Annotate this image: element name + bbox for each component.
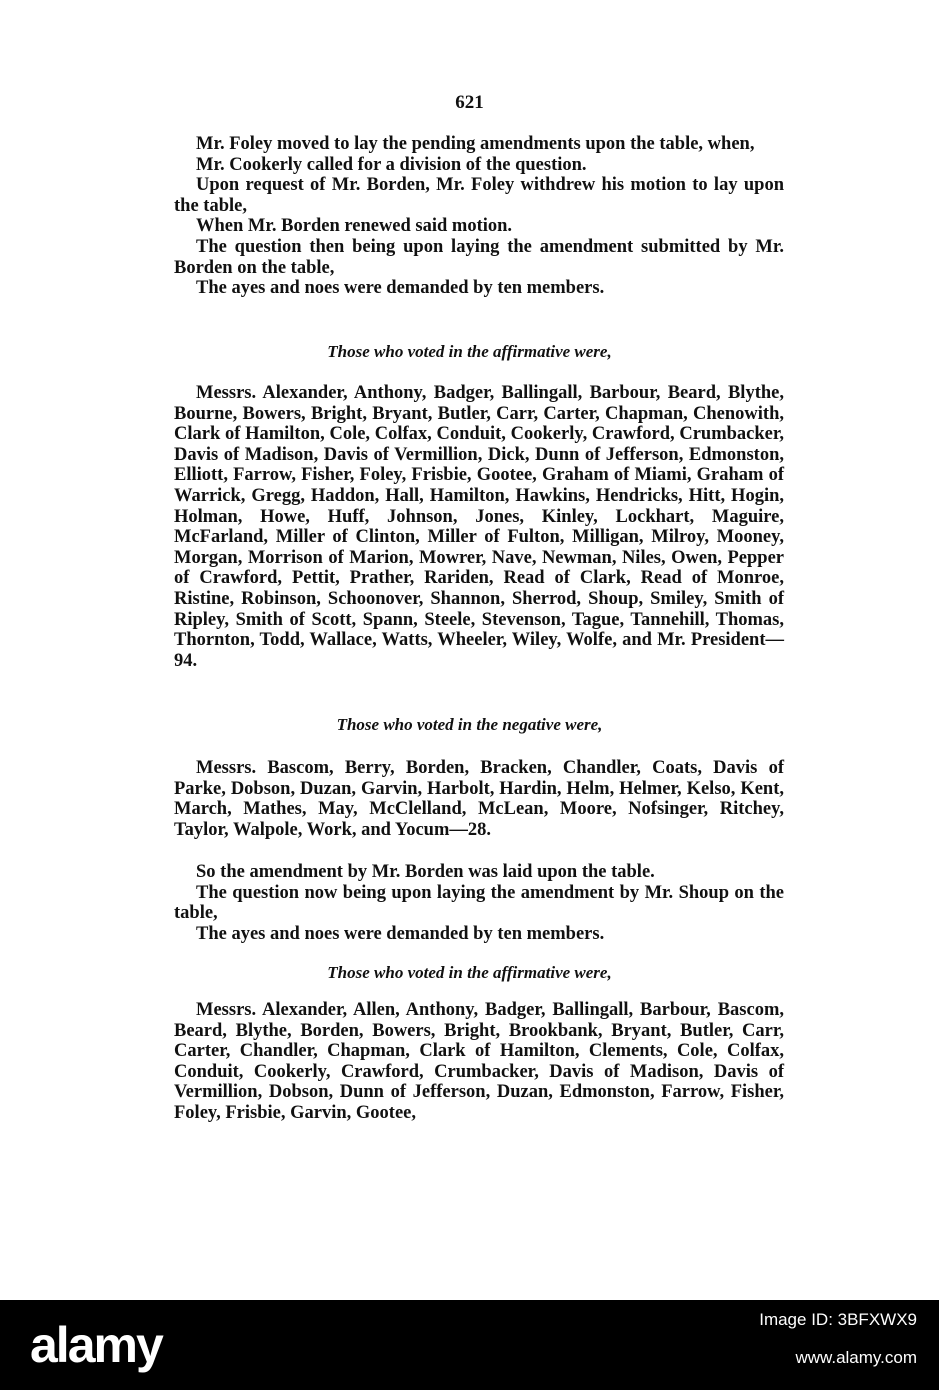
affirmative-heading-2: Those who voted in the affirmative were,	[327, 963, 612, 982]
paragraph: The question then being upon laying the amendment submitted by Mr. Borden on the table,	[174, 236, 784, 278]
alamy-logo: alamy	[30, 1317, 162, 1373]
paragraph: Mr. Cookerly called for a division of the question.	[196, 154, 587, 175]
image-id: Image ID: 3BFXWX9	[759, 1310, 917, 1329]
page-number: 621	[455, 92, 484, 113]
paragraph: When Mr. Borden renewed said motion.	[196, 216, 513, 237]
stock-watermark-bar	[0, 1300, 939, 1390]
voter-list: Messrs. Alexander, Allen, Anthony, Badger, Ballingall, Barbour, Bascom, Beard, Blythe, Borden, Bowers, Bright, Brookbank, Bryant, Butler, Carr, Carter, Chandler, Chapman, Clark of Hamilton, Clements, Cole, Colfax, Conduit, Cookerly, Crawford, Crumbacker, Davis of Madison, Davis of Vermillion, Dobson, Dunn of Jefferson, Duzan, Edmonston, Farrow, Fisher, Foley, Frisbie, Garvin, Gootee,	[174, 1000, 784, 1123]
affirmative-list-1	[174, 383, 784, 671]
opening-paragraphs	[174, 134, 784, 299]
paragraph: The ayes and noes were demanded by ten members.	[196, 278, 605, 299]
negative-heading-1: Those who voted in the negative were,	[336, 715, 603, 734]
paragraph: Upon request of Mr. Borden, Mr. Foley withdrew his motion to lay upon the table,	[174, 175, 784, 216]
voter-list: Messrs. Alexander, Anthony, Badger, Ballingall, Barbour, Beard, Blythe, Bourne, Bowers, Bright, Bryant, Butler, Carr, Carter, Chapman, Chenowith, Clark of Hamilton, Cole, Colfax, Conduit, Cookerly, Crawford, Crumbacker, Davis of Madison, Davis of Vermillion, Dick, Dunn of Jefferson, Edmonston, Elliott, Farrow, Fisher, Foley, Frisbie, Gootee, Graham of Miami, Graham of Warrick, Gregg, Haddon, Hall, Hamilton, Hawkins, Hendricks, Hitt, Hogin, Holman, Howe, Huff, Johnson, Jones, Kinley, Lockhart, Maguire, McFarland, Miller of Clinton, Miller of Fulton, Milligan, Milroy, Mooney, Morgan, Morrison of Marion, Mowrer, Nave, Newman, Niles, Owen, Pepper of Crawford, Pettit, Prather, Rariden, Read of Clark, Read of Monroe, Ristine, Robinson, Schoonover, Shannon, Sherrod, Shoup, Smiley, Smith of Ripley, Smith of Scott, Spann, Steele, Stevenson, Tague, Tannehill, Thomas, Thornton, Todd, Wallace, Watts, Wheeler, Wiley, Wolfe, and Mr. President—94.	[174, 383, 784, 671]
middle-paragraphs	[174, 862, 784, 944]
voter-list: Messrs. Bascom, Berry, Borden, Bracken, Chandler, Coats, Davis of Parke, Dobson, Duzan, Garvin, Harbolt, Hardin, Helm, Helmer, Kelso, Kent, March, Mathes, May, McClelland, McLean, Moore, Nofsinger, Ritchey, Taylor, Walpole, Work, and Yocum—28.	[174, 758, 784, 840]
affirmative-list-2	[174, 1000, 784, 1124]
paragraph: Mr. Foley moved to lay the pending amendments upon the table, when,	[196, 134, 755, 154]
negative-list-1	[174, 758, 784, 840]
paragraph: The question now being upon laying the amendment by Mr. Shoup on the table,	[174, 882, 784, 924]
affirmative-heading-1: Those who voted in the affirmative were,	[327, 342, 612, 361]
site-url: www.alamy.com	[795, 1348, 917, 1367]
paragraph: So the amendment by Mr. Borden was laid upon the table.	[196, 862, 655, 882]
paragraph: The ayes and noes were demanded by ten members.	[196, 923, 605, 944]
